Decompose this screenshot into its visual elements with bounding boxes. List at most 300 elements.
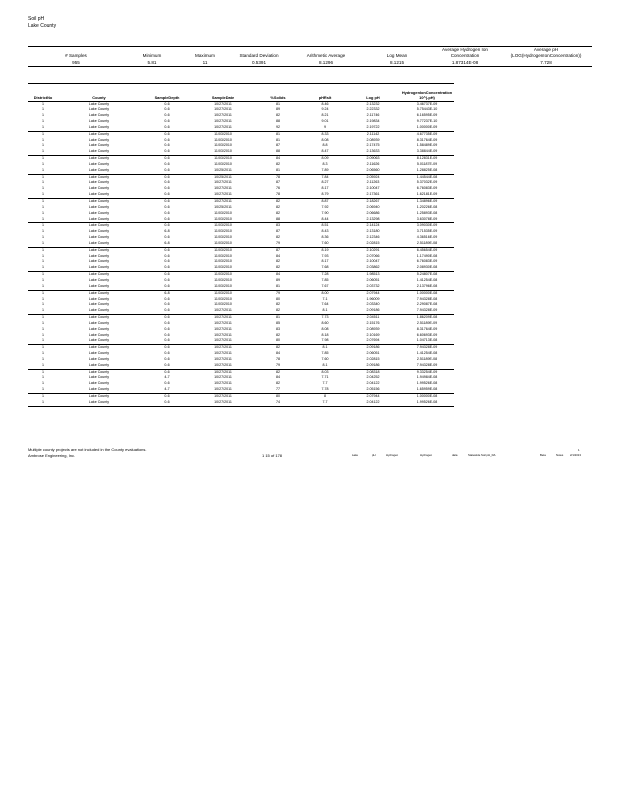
table-cell: Lake County bbox=[88, 351, 110, 356]
data-header-cell: Log pH bbox=[346, 84, 400, 101]
table-cell: Lake County bbox=[88, 302, 110, 307]
table-cell: 10/27/2011 bbox=[194, 199, 252, 205]
table-cell: 11/03/2010 bbox=[214, 253, 232, 258]
table-cell: 10/27/2011 bbox=[214, 362, 232, 367]
table-cell: 2.07066 bbox=[366, 253, 380, 258]
table-cell: 1.25893E-08 bbox=[416, 210, 438, 215]
table-cell: 89 bbox=[276, 107, 280, 112]
table-cell: 80 bbox=[276, 338, 280, 343]
table-cell: 4-7 bbox=[164, 375, 170, 380]
table-cell: 6-8 bbox=[140, 290, 194, 296]
summary-header-cell: Average Hydrogen Ion Concentration bbox=[442, 47, 488, 59]
table-cell: Lake County bbox=[88, 167, 110, 172]
table-cell: 82 bbox=[276, 259, 280, 264]
table-cell: 9.24 bbox=[321, 107, 329, 112]
table-cell: 0-6 bbox=[164, 356, 170, 361]
table-cell: 1 bbox=[42, 302, 44, 307]
table-cell: 1 bbox=[28, 247, 58, 253]
table-cell: 8.43 bbox=[321, 229, 329, 234]
table-cell: 4.36516E-09 bbox=[416, 235, 438, 240]
table-cell: 10/27/2011 bbox=[214, 101, 232, 106]
table-cell: 87 bbox=[276, 229, 280, 234]
table-cell: Lake County bbox=[58, 174, 140, 180]
table-cell: 1 bbox=[28, 345, 58, 351]
summary-table bbox=[28, 47, 592, 67]
table-cell: 2.29087E-08 bbox=[416, 302, 438, 307]
footer-note: Multiple county projects are not included in the County evaluations. bbox=[28, 447, 147, 452]
table-cell: 10/25/2011 bbox=[214, 167, 232, 172]
table-cell: 1 bbox=[42, 387, 44, 392]
summary-value: 955 bbox=[28, 60, 124, 67]
table-cell: 0-6 bbox=[164, 180, 170, 185]
table-cell: 1 bbox=[42, 143, 44, 148]
table-cell: 7.67 bbox=[321, 283, 329, 288]
table-cell: 5.01187E-09 bbox=[416, 161, 438, 166]
summary-header-cell: Minimum bbox=[142, 53, 162, 59]
report-subtitle: Lake County bbox=[28, 23, 57, 29]
table-cell: 1 bbox=[28, 272, 58, 278]
table-cell: 8.27 bbox=[321, 180, 329, 185]
table-cell: 1 bbox=[28, 369, 58, 375]
table-cell: 3.71535E-09 bbox=[416, 229, 438, 234]
sample-data-section bbox=[28, 83, 454, 407]
table-cell: 1.94984E-08 bbox=[416, 375, 438, 380]
table-cell: Lake County bbox=[88, 277, 110, 282]
table-cell: 2.10047 bbox=[366, 186, 380, 191]
table-cell: 10/27/2011 bbox=[214, 320, 232, 325]
table-cell: 0-6 bbox=[164, 192, 170, 197]
table-cell: 8.79 bbox=[321, 192, 329, 197]
table-cell: 2.09186 bbox=[366, 308, 380, 313]
table-cell: 87 bbox=[276, 143, 280, 148]
table-cell: 1 bbox=[28, 315, 58, 321]
table-cell: 1 bbox=[42, 308, 44, 313]
table-cell: 2.03340 bbox=[366, 302, 380, 307]
table-cell: 82 bbox=[276, 113, 280, 118]
table-cell: 11/03/2010 bbox=[214, 283, 232, 288]
table-cell: 7.71 bbox=[321, 375, 329, 380]
table-cell: 0-6 bbox=[164, 216, 170, 221]
table-cell: 1 bbox=[42, 210, 44, 215]
table-cell: Lake County bbox=[88, 253, 110, 258]
table-cell: 2.51189E-09 bbox=[416, 320, 438, 325]
table-cell: 1 bbox=[42, 180, 44, 185]
table-cell: Lake County bbox=[88, 137, 110, 142]
table-cell: Lake County bbox=[88, 326, 110, 331]
sample-data-table bbox=[28, 84, 454, 407]
table-cell: 0-6 bbox=[164, 362, 170, 367]
table-cell: 84 bbox=[276, 253, 280, 258]
table-cell: 79 bbox=[252, 290, 304, 296]
table-cell: 82 bbox=[276, 204, 280, 209]
table-cell: 1 bbox=[42, 101, 44, 106]
table-cell: 1 bbox=[42, 375, 44, 380]
table-cell: 8.1 bbox=[322, 308, 328, 313]
table-cell: 84 bbox=[276, 351, 280, 356]
table-cell: Lake County bbox=[58, 394, 140, 400]
table-cell: 2.04511 bbox=[346, 315, 400, 321]
table-cell: 2.18267 bbox=[346, 199, 400, 205]
table-cell: Lake County bbox=[88, 381, 110, 386]
data-header-cell: DistrictNo bbox=[28, 84, 58, 101]
table-cell: 1 bbox=[42, 381, 44, 386]
table-cell: 11/03/2010 bbox=[214, 235, 232, 240]
table-cell: 0-6 bbox=[164, 204, 170, 209]
table-cell: 8.03 bbox=[304, 369, 346, 375]
table-cell: 81 bbox=[276, 101, 280, 106]
table-cell: Lake County bbox=[88, 149, 110, 154]
table-cell: Lake County bbox=[88, 296, 110, 301]
table-cell: 1.00000E-09 bbox=[416, 124, 438, 129]
table-cell: 1 bbox=[42, 149, 44, 154]
table-cell: 2.08930E-08 bbox=[416, 265, 438, 270]
table-cell: Lake County bbox=[88, 283, 110, 288]
table-cell: Lake County bbox=[58, 131, 140, 137]
table-cell: 1 bbox=[28, 174, 58, 180]
table-cell: 82 bbox=[252, 369, 304, 375]
table-cell: 2.05924 bbox=[346, 174, 400, 180]
table-cell: 1 bbox=[42, 186, 44, 191]
table-cell: 0-6 bbox=[164, 143, 170, 148]
table-cell: Lake County bbox=[88, 320, 110, 325]
table-cell: 2.13232 bbox=[366, 101, 380, 106]
table-cell: 1 bbox=[42, 137, 44, 142]
summary-header-cell: Average pH (LOG(HydrogenIonConcentration)) bbox=[510, 47, 582, 59]
table-cell: 2.07944 bbox=[346, 394, 400, 400]
table-cell: 82 bbox=[252, 199, 304, 205]
table-cell: 2.04122 bbox=[346, 400, 400, 406]
table-cell: 81 bbox=[276, 283, 280, 288]
table-cell: Lake County bbox=[58, 272, 140, 278]
table-cell: Lake County bbox=[88, 229, 110, 234]
data-header-cell: %Solids bbox=[252, 84, 304, 101]
table-cell: Lake County bbox=[88, 216, 110, 221]
table-cell: 10/27/2011 bbox=[214, 338, 232, 343]
table-cell: 81 bbox=[276, 167, 280, 172]
table-cell: 1 bbox=[42, 362, 44, 367]
table-cell: 0-6 bbox=[164, 351, 170, 356]
table-cell: 8.19 bbox=[304, 247, 346, 253]
table-cell: 1 bbox=[42, 277, 44, 282]
table-cell: 1 bbox=[28, 156, 58, 162]
data-header-row bbox=[28, 84, 454, 101]
table-cell: 7.85 bbox=[321, 351, 329, 356]
footer-cell: Notes bbox=[556, 453, 564, 457]
table-cell: 88 bbox=[276, 119, 280, 124]
table-cell: 10/27/2011 bbox=[214, 332, 232, 337]
report-header bbox=[28, 16, 56, 30]
table-cell: 10/27/2011 bbox=[214, 351, 232, 356]
table-cell: 8.3 bbox=[322, 161, 328, 166]
table-cell: 2.15176 bbox=[366, 320, 380, 325]
table-cell: Lake County bbox=[88, 387, 110, 392]
table-cell: 79 bbox=[276, 362, 280, 367]
table-cell: 1 bbox=[42, 240, 44, 245]
table-cell: 10/27/2011 bbox=[214, 192, 232, 197]
table-cell: 8.51 bbox=[304, 223, 346, 229]
table-cell: 11/03/2010 bbox=[214, 210, 232, 215]
table-cell: 82 bbox=[276, 235, 280, 240]
table-cell: 2.08939 bbox=[366, 326, 380, 331]
table-cell: 11/03/2010 bbox=[214, 229, 232, 234]
table-cell: 1 bbox=[42, 161, 44, 166]
table-cell: 10/27/2011 bbox=[194, 369, 252, 375]
table-cell: 0-6 bbox=[164, 332, 170, 337]
table-cell: 0-6 bbox=[164, 161, 170, 166]
table-cell: 89 bbox=[276, 277, 280, 282]
table-cell: 81 bbox=[276, 137, 280, 142]
table-cell: 2.02815 bbox=[366, 240, 380, 245]
table-cell: 1 bbox=[42, 326, 44, 331]
table-cell: 1.44544E-08 bbox=[400, 174, 454, 180]
table-cell: Lake County bbox=[88, 308, 110, 313]
table-cell: 87 bbox=[252, 247, 304, 253]
table-cell: 1 bbox=[42, 320, 44, 325]
table-cell: 11/03/2010 bbox=[214, 259, 232, 264]
table-cell: 1 bbox=[42, 283, 44, 288]
table-cell: 5.75443E-10 bbox=[416, 107, 438, 112]
table-cell: 0-6 bbox=[164, 124, 170, 129]
table-cell: Lake County bbox=[58, 223, 140, 229]
table-cell: 0-6 bbox=[164, 283, 170, 288]
table-cell: 0-6 bbox=[140, 272, 194, 278]
table-cell: 2.19834 bbox=[366, 119, 380, 124]
table-cell: 1 bbox=[42, 229, 44, 234]
table-cell: 82 bbox=[276, 210, 280, 215]
table-cell: 8.60 bbox=[321, 320, 329, 325]
table-cell: 0-6 bbox=[164, 101, 170, 106]
table-cell: 11/03/2010 bbox=[194, 156, 252, 162]
table-cell: 2.07944 bbox=[346, 290, 400, 296]
page-mark: 1 bbox=[578, 448, 580, 452]
table-cell: 2.11746 bbox=[366, 113, 380, 118]
table-cell: 2.13298 bbox=[366, 216, 380, 221]
table-cell: Lake County bbox=[88, 180, 110, 185]
table-cell: 82 bbox=[276, 381, 280, 386]
table-cell: 0-6 bbox=[164, 326, 170, 331]
table-cell: 81 bbox=[252, 315, 304, 321]
summary-header-cell: Log Mean bbox=[386, 53, 408, 59]
table-cell: 0-6 bbox=[164, 381, 170, 386]
table-cell: 76 bbox=[276, 186, 280, 191]
table-cell: Lake County bbox=[88, 119, 110, 124]
table-cell: 2.03732 bbox=[366, 283, 380, 288]
table-cell: 2.17361 bbox=[366, 192, 380, 197]
table-cell: 84 bbox=[276, 375, 280, 380]
table-cell: 1.62181E-09 bbox=[416, 192, 438, 197]
table-cell: 0-6 bbox=[164, 186, 170, 191]
table-cell: 2.10047 bbox=[366, 259, 380, 264]
table-cell: 10/27/2011 bbox=[194, 345, 252, 351]
table-cell: 1.41254E-08 bbox=[416, 351, 438, 356]
footer-cell: Hydrogen bbox=[386, 453, 399, 457]
table-cell: Lake County bbox=[58, 369, 140, 375]
table-cell: 8.18 bbox=[321, 332, 329, 337]
table-cell: 7.93 bbox=[321, 253, 329, 258]
table-cell: Lake County bbox=[58, 400, 140, 406]
data-body bbox=[28, 101, 454, 406]
table-cell: 1 bbox=[42, 107, 44, 112]
table-cell: 11/03/2010 bbox=[214, 216, 232, 221]
table-cell: 0-6 bbox=[140, 156, 194, 162]
table-cell: 0-6 bbox=[164, 149, 170, 154]
table-cell: 8.09 bbox=[304, 156, 346, 162]
table-cell: 8.08 bbox=[321, 326, 329, 331]
report-title: Soil pH bbox=[28, 16, 45, 22]
table-cell: 82 bbox=[276, 332, 280, 337]
table-cell: 1.00000E-08 bbox=[400, 394, 454, 400]
table-cell: Lake County bbox=[88, 107, 110, 112]
table-cell: 0-6 bbox=[140, 369, 194, 375]
table-cell: 9.33254E-09 bbox=[400, 369, 454, 375]
table-cell: 11/03/2010 bbox=[214, 240, 232, 245]
table-cell: 1 bbox=[28, 394, 58, 400]
table-cell: 92 bbox=[276, 124, 280, 129]
table-cell: 6-8 bbox=[164, 240, 170, 245]
table-cell: 5.37032E-09 bbox=[416, 180, 438, 185]
table-cell: 11/03/2010 bbox=[214, 302, 232, 307]
table-cell: 10/27/2011 bbox=[214, 186, 232, 191]
table-cell: 1 bbox=[42, 167, 44, 172]
table-cell: 0-6 bbox=[164, 107, 170, 112]
table-cell: Lake County bbox=[88, 113, 110, 118]
table-cell: 2.13180 bbox=[366, 229, 380, 234]
table-cell: 79 bbox=[276, 240, 280, 245]
table-cell: 6.60693E-09 bbox=[416, 332, 438, 337]
table-cell: 8.33 bbox=[304, 131, 346, 137]
table-cell: 2.03862 bbox=[366, 265, 380, 270]
table-cell: 88 bbox=[276, 216, 280, 221]
table-cell: Lake County bbox=[88, 259, 110, 264]
table-cell: 1.20226E-08 bbox=[416, 204, 438, 209]
table-cell: Lake County bbox=[88, 210, 110, 215]
table-cell: 0-6 bbox=[164, 320, 170, 325]
table-cell: 0-6 bbox=[140, 247, 194, 253]
table-cell: 84 bbox=[252, 156, 304, 162]
table-cell: 1.34896E-09 bbox=[400, 199, 454, 205]
table-cell: 11/03/2010 bbox=[194, 247, 252, 253]
table-cell: 2.06686 bbox=[366, 210, 380, 215]
table-cell: 0-6 bbox=[140, 400, 194, 406]
table-cell: 5.24807E-08 bbox=[400, 272, 454, 278]
table-cell: 2.09186 bbox=[346, 345, 400, 351]
table-cell: Lake County bbox=[88, 186, 110, 191]
table-cell: 9.01 bbox=[321, 119, 329, 124]
table-cell: Lake County bbox=[58, 199, 140, 205]
table-cell: 78 bbox=[276, 356, 280, 361]
table-cell: 81 bbox=[252, 131, 304, 137]
table-cell: 0-6 bbox=[140, 131, 194, 137]
table-cell: 6.45654E-09 bbox=[400, 247, 454, 253]
table-cell: 0-6 bbox=[140, 223, 194, 229]
table-cell: 7.89 bbox=[321, 167, 329, 172]
table-cell: 82 bbox=[276, 161, 280, 166]
table-cell: 10/27/2011 bbox=[214, 326, 232, 331]
table-cell: 3.46737E-09 bbox=[416, 101, 438, 106]
table-cell: 10/27/2011 bbox=[214, 387, 232, 392]
table-cell: 7.94328E-09 bbox=[416, 308, 438, 313]
table-cell: 0-6 bbox=[164, 277, 170, 282]
table-cell: 8.1 bbox=[322, 362, 328, 367]
table-cell: 7.60 bbox=[321, 240, 329, 245]
table-cell: 4.67735E-09 bbox=[400, 131, 454, 137]
summary-value: 0.5391 bbox=[230, 60, 288, 67]
table-cell: 10/27/2011 bbox=[194, 394, 252, 400]
table-cell: 0-6 bbox=[164, 235, 170, 240]
table-cell: 7.1 bbox=[322, 296, 328, 301]
table-cell: 8.1 bbox=[304, 345, 346, 351]
summary-header-cell: Arithmetic Average bbox=[306, 53, 346, 59]
table-cell: Lake County bbox=[88, 124, 110, 129]
table-cell: 82 bbox=[252, 345, 304, 351]
summary-value: 1.87314E-08 bbox=[430, 60, 500, 67]
table-cell: 80 bbox=[252, 394, 304, 400]
table-cell: 2.02815 bbox=[366, 356, 380, 361]
table-cell: 1 bbox=[42, 204, 44, 209]
table-cell: 7.73 bbox=[304, 315, 346, 321]
table-cell: 11/03/2010 bbox=[194, 223, 252, 229]
table-cell: 1 bbox=[28, 131, 58, 137]
table-cell: 0-6 bbox=[164, 119, 170, 124]
table-cell: 8.21 bbox=[321, 113, 329, 118]
table-cell: 0-6 bbox=[164, 167, 170, 172]
table-cell: 1.00000E-08 bbox=[400, 290, 454, 296]
data-header-cell: SampleDate bbox=[194, 84, 252, 101]
table-cell: 2.11263 bbox=[366, 180, 380, 185]
table-cell: 7.7 bbox=[304, 400, 346, 406]
table-cell: 8.17 bbox=[321, 259, 329, 264]
table-cell: 11/03/2010 bbox=[194, 131, 252, 137]
footer-cell: Lake bbox=[352, 453, 359, 457]
footer-cell: data bbox=[452, 453, 458, 457]
table-cell: 1 bbox=[28, 199, 58, 205]
summary-value: 5.81 bbox=[124, 60, 180, 67]
table-cell: Lake County bbox=[88, 356, 110, 361]
table-cell: 1.65959E-08 bbox=[416, 387, 438, 392]
table-cell: 2.22332 bbox=[366, 107, 380, 112]
data-header-cell: County bbox=[58, 84, 140, 101]
table-cell: 0-6 bbox=[140, 394, 194, 400]
table-cell: 78 bbox=[276, 192, 280, 197]
table-cell: 1 bbox=[42, 192, 44, 197]
table-cell: 2.06560 bbox=[366, 167, 380, 172]
footer-cell: Beta bbox=[540, 453, 546, 457]
table-cell: 1 bbox=[42, 124, 44, 129]
table-cell: 11/03/2010 bbox=[214, 149, 232, 154]
table-cell: 78 bbox=[252, 174, 304, 180]
table-cell: 2.06051 bbox=[366, 277, 380, 282]
table-cell: 1 bbox=[42, 253, 44, 258]
footer-cell: pH bbox=[372, 453, 376, 457]
table-cell: Lake County bbox=[88, 143, 110, 148]
summary-value: 7.728 bbox=[500, 60, 592, 67]
summary-value: 8.1215 bbox=[364, 60, 430, 67]
table-cell: 85 bbox=[276, 320, 280, 325]
table-cell: Lake County bbox=[88, 375, 110, 380]
table-cell: 11/03/2010 bbox=[214, 143, 232, 148]
table-cell: 10/27/2011 bbox=[214, 119, 232, 124]
page-number: 1 15 of 178 bbox=[262, 453, 283, 458]
table-cell: 7.64 bbox=[321, 302, 329, 307]
table-cell: 8.87 bbox=[304, 199, 346, 205]
table-cell: 2.06051 bbox=[366, 351, 380, 356]
table-cell: 0-6 bbox=[164, 137, 170, 142]
table-cell: 7.7 bbox=[322, 381, 328, 386]
table-cell: 1 bbox=[42, 351, 44, 356]
table-cell: 2.08318 bbox=[346, 369, 400, 375]
summary-value: 8.1296 bbox=[288, 60, 364, 67]
table-cell: Lake County bbox=[88, 192, 110, 197]
